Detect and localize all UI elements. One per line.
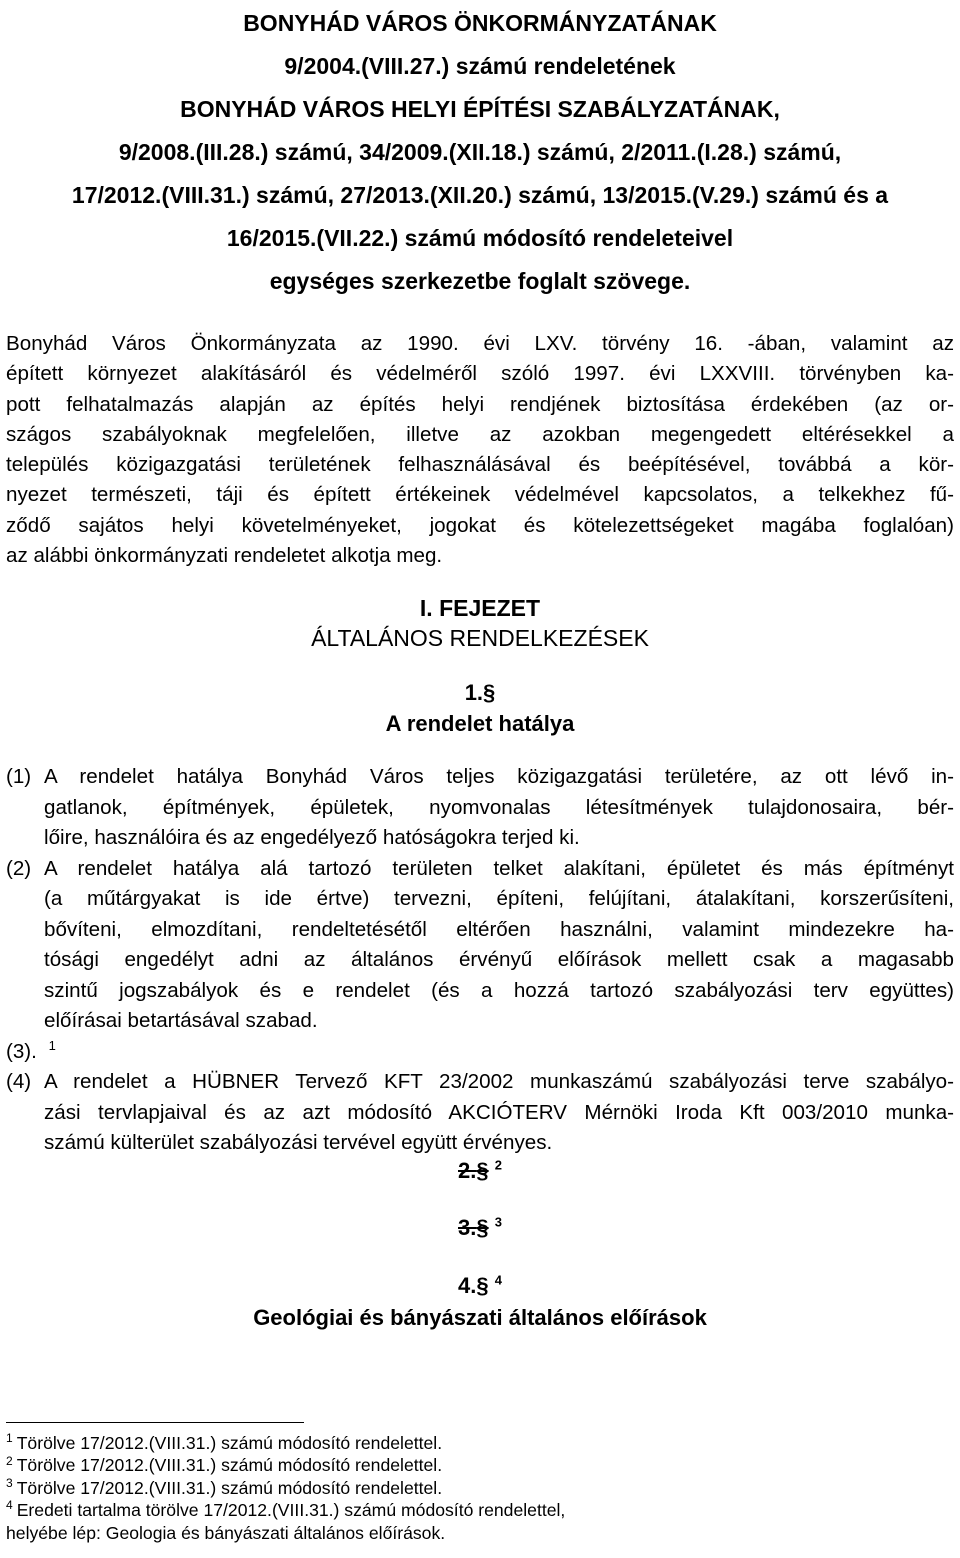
title-line: BONYHÁD VÁROS ÖNKORMÁNYZATÁNAK [243,10,717,36]
subsection-line: számú külterület szabályozási tervével együtt érvényes. [44,1131,553,1154]
subsection-number: (4) [6,1070,32,1093]
section-3-heading [0,1213,960,1243]
section-3-number: 3.§ [458,1215,489,1240]
preamble-line: pott felhatalmazás alapján az építés helyi rendjének biztosítása érdekében (az or- [6,392,954,416]
footnote-mark: 4 [6,1498,13,1513]
footnote-ref[interactable]: 3 [494,1214,502,1230]
subsection-line: bővíteni, elmozdítani, rendeltetésétől eltérően használni, valamint mindezekre ha- [44,917,954,941]
title-line: 9/2004.(VIII.27.) számú rendeletének [284,53,676,79]
subsection-1 [6,762,954,854]
preamble-line: Bonyhád Város Önkormányzata az 1990. évi LXV. törvény 16. -ában, valamint az [6,332,954,355]
subsection-line: lőire, használóira és az engedélyező hatóságokra terjed ki. [44,826,580,849]
subsection-line: (a műtárgyakat is ide értve) tervezni, építeni, felújítani, átalakítani, korszerűsíteni, [44,887,954,910]
subsection-line: zási tervlapjaival és az azt módosító AKCIÓTERV Mérnöki Iroda Kft 003/2010 munka- [44,1100,954,1124]
subsection-3 [6,1037,954,1068]
section-4-heading [0,1271,960,1301]
section-1-title: A rendelet hatálya [385,711,575,736]
footnote-mark: 2 [6,1453,13,1468]
section-sign-icon: § [476,1273,489,1298]
subsection-line: A rendelet a HÜBNER Tervező KFT 23/2002 munkaszámú szabályozási terve szabályo- [44,1070,954,1093]
footnote-text: Törölve 17/2012.(VIII.31.) számú módosító rendelettel. [16,1433,443,1453]
footnote [6,1477,946,1499]
footnote-separator [6,1422,304,1423]
title-line: 16/2015.(VII.22.) számú módosító rendeleteivel [226,225,734,251]
footnote [6,1454,946,1476]
footnote-mark: 3 [6,1475,13,1490]
section-2-heading [0,1156,960,1186]
document-title [0,2,960,303]
subsection-line: tósági engedélyt adni az általános érvényű előírások mellett csak a magasabb [44,948,954,971]
preamble-line: település közigazgatási területének felhasználásával és beépítésével, továbbá a kör- [6,453,954,477]
section-2-number: 2.§ [458,1158,489,1183]
section-4-number: 4.§ [458,1273,489,1298]
footnotes [6,1432,946,1544]
preamble-line: szágos szabályoknak megfelelően, illetve az azokban megengedett eltérésekkel a [6,422,954,446]
title-line: 17/2012.(VIII.31.) számú, 27/2013.(XII.20.) számú, 13/2015.(V.29.) számú és a [71,182,889,208]
footnote-mark: 1 [6,1431,13,1446]
subsection-number: (1) [6,765,32,788]
subsection-line: A rendelet hatálya alá tartozó területen telket alakítani, épületet és más építményt [44,856,954,880]
subsection-line: előírásai betartásával szabad. [44,1009,318,1032]
preamble-line: épített környezet alakításáról és védelméről szóló 1997. évi LXXVIII. törvényben ka- [6,362,954,386]
preamble-line: ződő sajátos helyi követelményeket, jogokat és kötelezettségeket magába foglalóan) [6,513,954,537]
footnote-continuation: helyébe lép: Geologia és bányászati általános előírások. [6,1522,446,1543]
subsection-2 [6,854,954,1037]
footnote-text: Törölve 17/2012.(VIII.31.) számú módosító rendelettel. [16,1455,443,1476]
subsection-number: (3). [6,1039,37,1063]
footnote-ref[interactable]: 2 [494,1157,502,1173]
footnote-ref[interactable]: 1 [48,1037,56,1053]
chapter-title: ÁLTALÁNOS RENDELKEZÉSEK [311,625,649,651]
subsection-line: A rendelet hatálya Bonyhád Város teljes közigazgatási területére, az ott lévő in- [44,765,954,788]
section-1-number: 1.§ [464,680,496,705]
section-1-body [6,762,954,1159]
subsection-4 [6,1067,954,1159]
section-sign-icon: § [483,680,496,705]
title-line: BONYHÁD VÁROS HELYI ÉPÍTÉSI SZABÁLYZATÁNAK, [180,96,780,122]
subsection-number: (2) [6,856,32,880]
section-sign-icon: § [476,1158,489,1183]
title-line: egységes szerkezetbe foglalt szövege. [269,268,691,294]
preamble-line: az alábbi önkormányzati rendeletet alkotja meg. [6,544,443,568]
footnote [6,1499,946,1521]
section-sign-icon: § [476,1215,489,1240]
section-4-title: Geológiai és bányászati általános előírások [253,1305,707,1330]
footnote-text: Törölve 17/2012.(VIII.31.) számú módosító rendelettel. [16,1477,443,1498]
title-line: 9/2008.(III.28.) számú, 34/2009.(XII.18.) számú, 2/2011.(I.28.) számú, [118,139,842,165]
footnote-text: Eredeti tartalma törölve 17/2012.(VIII.31.) számú módosító rendelettel, [16,1500,566,1521]
preamble-paragraph [6,329,954,571]
chapter-number: I. FEJEZET [419,595,541,621]
footnote-ref[interactable]: 4 [494,1272,502,1288]
preamble-line: nyezet természeti, táji és épített értékeinek védelmével kapcsolatos, a telkekhez fű- [6,483,954,507]
subsection-line: gatlanok, építmények, épületek, nyomvonalas létesítmények tulajdonosaira, bér- [44,795,954,819]
subsection-line: szintű jogszabályok és e rendelet (és a hozzá tartozó szabályozási terv együttes) [44,978,954,1002]
footnote [6,1432,946,1454]
